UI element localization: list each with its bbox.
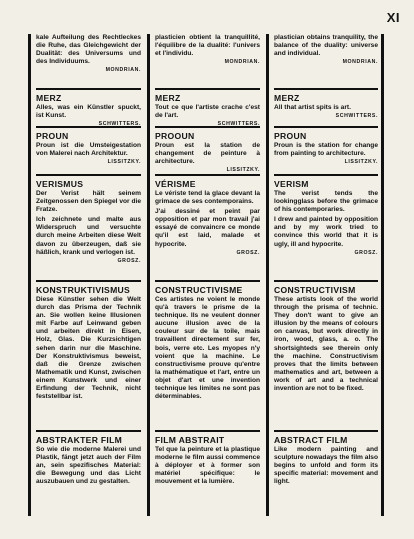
section-heading: PROUN	[36, 131, 69, 141]
section-1	[155, 88, 260, 127]
author-signature: MONDRIAN.	[224, 59, 260, 66]
section-body	[155, 104, 260, 120]
column-english	[266, 34, 384, 516]
paragraph: Ces artistes ne voient le monde qu'à travers le prisme de la technique. Ils ne veulent donner aucune illusion avec de la couleur sur de la toile, mais travaillent directement sur fer, bois, verre etc. Les myopes n'y voient que la machine. Le constructivisme prouve qu'entre la mathématique et l'art, entre un objet d'art et une invention technique les limites ne sont pas déterminables.	[155, 296, 260, 401]
section-1	[274, 88, 378, 119]
section-body	[155, 34, 260, 58]
section-heading: PROUN	[274, 131, 307, 141]
section-body	[36, 296, 141, 401]
paragraph: J'ai dessiné et peint par opposition et par mon travail j'ai essayé de convaincre ce monde qu'il est laid, malade et hypocrite.	[155, 208, 260, 248]
column-french	[147, 34, 263, 516]
section-body	[36, 190, 141, 257]
paragraph: Diese Künstler sehen die Welt durch das Prisma der Technik an. Sie wollen keine Illusionen mit Farbe auf Leinwand geben und arbeiten direkt in Eisen, Holz, Glas. Die Kurzsichtigen sehen darin nur die Maschine. Der Konstruktivismus beweist, daß die Grenze zwischen Mathematik und Kunst, zwischen einem Kunstwerk und einer Erfindung der Technik, nicht feststellbar ist.	[36, 296, 141, 401]
section-heading: PROOUN	[155, 131, 195, 141]
section-2	[36, 126, 141, 165]
paragraph: kale Aufteilung des Rechtleckes die Ruhe, das Gleichgewicht der Dualität: des Universums und des Individuums.	[36, 34, 141, 66]
author-signature: LISSITZKY.	[226, 167, 260, 174]
author-signature: LISSITZKY.	[344, 159, 378, 166]
section-heading: VERISM	[274, 179, 309, 189]
section-heading: CONSTRUCTIVISME	[155, 285, 243, 295]
section-body	[36, 34, 141, 66]
author-signature: LISSITZKY.	[107, 159, 141, 166]
author-signature: MONDRIAN.	[342, 59, 378, 66]
paragraph: The verist tends the lookingglass before the grimace of his contemporaries.	[274, 190, 378, 214]
section-4	[155, 280, 260, 403]
paragraph: So wie die moderne Malerei und Plastik, fängt jetzt auch der Film an, sein spezifisches Material: die Bewegung und das Licht auszubauen und zu gestalten.	[36, 446, 141, 486]
section-body	[274, 142, 378, 158]
section-body	[36, 104, 141, 120]
author-signature: GROSZ.	[354, 249, 378, 256]
section-0	[36, 34, 141, 73]
section-body	[274, 190, 378, 249]
section-5	[36, 430, 141, 488]
author-signature: SCHWITTERS.	[98, 121, 141, 128]
paragraph: All that artist spits is art.	[274, 104, 351, 111]
section-5	[155, 430, 260, 488]
section-3	[155, 174, 260, 256]
section-0	[274, 34, 378, 65]
three-column-text	[28, 34, 384, 516]
paragraph: plastician obtains tranquility, the balance of the duality: universe and individual.	[274, 34, 378, 58]
paragraph: Like modern painting and sculpture nowadays the film also begins to unfold and form its specific material: movement and light.	[274, 446, 378, 486]
section-heading: MERZ	[36, 93, 62, 103]
section-body	[155, 296, 260, 401]
author-signature: SCHWITTERS.	[335, 113, 378, 120]
section-body	[155, 142, 260, 166]
paragraph: Le vériste tend la glace devant la grimace de ses contemporains.	[155, 190, 260, 206]
paragraph: Alles, was ein Künstler spuckt, ist Kunst.	[36, 104, 141, 120]
section-heading: CONSTRUCTIVISM	[274, 285, 356, 295]
author-signature: GROSZ.	[236, 249, 260, 256]
section-1	[36, 88, 141, 127]
paragraph: These artists look of the world through the prisma of technic. They don't want to give an illusion by the means of colours on canvas, but work directly in iron, wood, glass, a. o. The shortsighteds see therein only the machine. Constructivism proves that the limits between mathematics and art, between a work of art and a technical invention are not to be fixed.	[274, 296, 378, 393]
section-body	[36, 142, 141, 158]
section-body	[274, 34, 378, 58]
author-signature: MONDRIAN.	[105, 67, 141, 74]
section-2	[155, 126, 260, 173]
paragraph: I drew and painted by opposition and by my work tried to convince this world that it is ugly, ill and hypocrite.	[274, 216, 378, 248]
section-3	[36, 174, 141, 264]
paragraph: Tel que la peinture et la plastique moderne le film aussi commence à déployer et à former son matériel spécifique: le mouvement et la lumière.	[155, 446, 260, 486]
page-number: XI	[386, 10, 400, 25]
column-german	[28, 34, 144, 516]
section-heading: FILM ABSTRAIT	[155, 435, 225, 445]
section-heading: MERZ	[155, 93, 181, 103]
section-4	[36, 280, 141, 403]
section-body	[155, 190, 260, 249]
paragraph: Tout ce que l'artiste crache c'est de l'art.	[155, 104, 260, 120]
paragraph: Proun ist die Umsteigestation von Malerei nach Architektur.	[36, 142, 141, 158]
paragraph: Der Verist hält seinem Zeitgenossen den Spiegel vor die Fratze.	[36, 190, 141, 214]
paragraph: plasticien obtient la tranquillité, l'équilibre de la dualité: l'univers et l'individu.	[155, 34, 260, 58]
paragraph: Ich zeichnete und malte aus Widerspruch und versuchte durch meine Arbeiten diese Welt davon zu überzeugen, daß sie häßlich, krank und verlogen ist.	[36, 216, 141, 256]
section-heading: ABSTRAKTER FILM	[36, 435, 123, 445]
section-2	[274, 126, 378, 165]
paragraph: Proun est la station de changement de peinture à architecture.	[155, 142, 260, 166]
section-4	[274, 280, 378, 395]
section-heading: ABSTRACT FILM	[274, 435, 348, 445]
section-body	[36, 446, 141, 486]
section-3	[274, 174, 378, 256]
author-signature: SCHWITTERS.	[217, 121, 260, 128]
section-body	[274, 296, 378, 393]
section-heading: VERISMUS	[36, 179, 84, 189]
section-heading: VÉRISME	[155, 179, 196, 189]
section-body	[155, 446, 260, 486]
section-body	[274, 104, 378, 112]
section-body	[274, 446, 378, 486]
paragraph: Proun is the station for change from painting to architecture.	[274, 142, 378, 158]
author-signature: GROSZ.	[117, 257, 141, 264]
section-0	[155, 34, 260, 65]
section-5	[274, 430, 378, 488]
section-heading: KONSTRUKTIVISMUS	[36, 285, 131, 295]
section-heading: MERZ	[274, 93, 300, 103]
